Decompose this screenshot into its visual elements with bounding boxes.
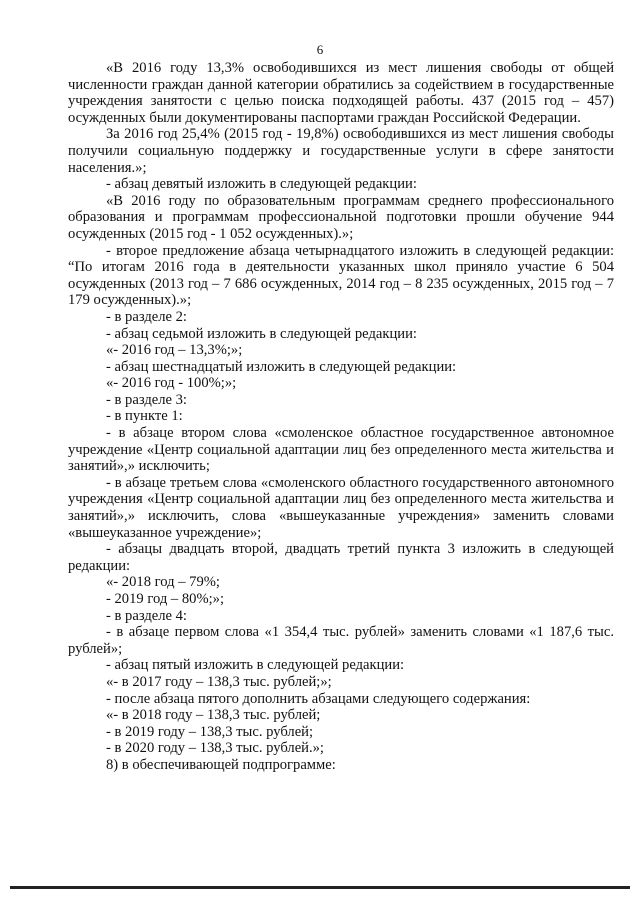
paragraph: - в абзаце третьем слова «смоленского областного государственного автономного учреждения «Центр социальной адаптации лиц без определенного места жительства и занятий»,» исключить, слова «вышеуказанные учреждения» заменить словами «вышеуказанное учреждение»; [68, 474, 614, 541]
paragraph: «В 2016 году 13,3% освободившихся из мест лишения свободы от общей численности граждан данной категории обратились за содействием в государственные учреждения занятости с целью поиска подходящей работы. 437 (2015 год – 457) осужденных были документированы паспортами граждан Российской Федерации. [68, 60, 614, 126]
paragraph: - после абзаца пятого дополнить абзацами следующего содержания: [106, 690, 531, 707]
paragraph: - второе предложение абзаца четырнадцатого изложить в следующей редакции: “По итогам 2016 года в деятельности указанных школ приняло участие 6 504 осужденных (2013 год – 7 686 осужденных, 2014 год – 8 235 осужденных, 2015 год – 7 179 осужденных).»; [68, 242, 614, 309]
paragraph: - в разделе 3: [106, 391, 187, 408]
paragraph: «В 2016 году по образовательным программам среднего профессионального образования и программам профессиональной подготовки прошли обучение 944 осужденных (2015 год - 1 052 осужденных).»; [68, 192, 614, 242]
paragraph: 8) в обеспечивающей подпрограмме: [106, 756, 336, 773]
page-number: 6 [316, 42, 324, 57]
paragraph: «- 2018 год – 79%; [106, 574, 220, 591]
paragraph: - в 2020 году – 138,3 тыс. рублей.»; [106, 740, 324, 757]
paragraph: За 2016 год 25,4% (2015 год - 19,8%) освободившихся из мест лишения свободы получили социальную поддержку и государственные услуги в сфере занятости населения.»; [68, 126, 614, 176]
document-body [68, 60, 614, 774]
paragraph: - абзац шестнадцатый изложить в следующей редакции: [106, 358, 457, 375]
bottom-divider [10, 886, 630, 889]
paragraph: - в разделе 2: [106, 308, 187, 325]
paragraph: «- 2016 год - 100%;»; [106, 375, 237, 392]
paragraph: - 2019 год – 80%;»; [106, 591, 225, 607]
paragraph: - абзацы двадцать второй, двадцать третий пункта 3 изложить в следующей редакции: [68, 541, 614, 574]
paragraph: - в абзаце втором слова «смоленское областное государственное автономное учреждение «Центр социальной адаптации лиц без определенного места жительства и занятий»,» исключить; [68, 425, 614, 475]
paragraph: - абзац пятый изложить в следующей редакции: [106, 657, 405, 674]
paragraph: «- в 2017 году – 138,3 тыс. рублей;»; [106, 673, 332, 690]
paragraph: - абзац девятый изложить в следующей редакции: [106, 176, 417, 193]
paragraph: «- 2016 год – 13,3%;»; [106, 342, 243, 359]
paragraph: - в пункте 1: [106, 408, 183, 425]
paragraph: - в разделе 4: [106, 607, 187, 624]
paragraph: - в 2019 году – 138,3 тыс. рублей; [106, 723, 314, 740]
paragraph: - абзац седьмой изложить в следующей редакции: [106, 325, 417, 342]
paragraph: «- в 2018 году – 138,3 тыс. рублей; [106, 707, 321, 724]
paragraph: - в абзаце первом слова «1 354,4 тыс. рублей» заменить словами «1 187,6 тыс. рублей»; [68, 624, 614, 657]
